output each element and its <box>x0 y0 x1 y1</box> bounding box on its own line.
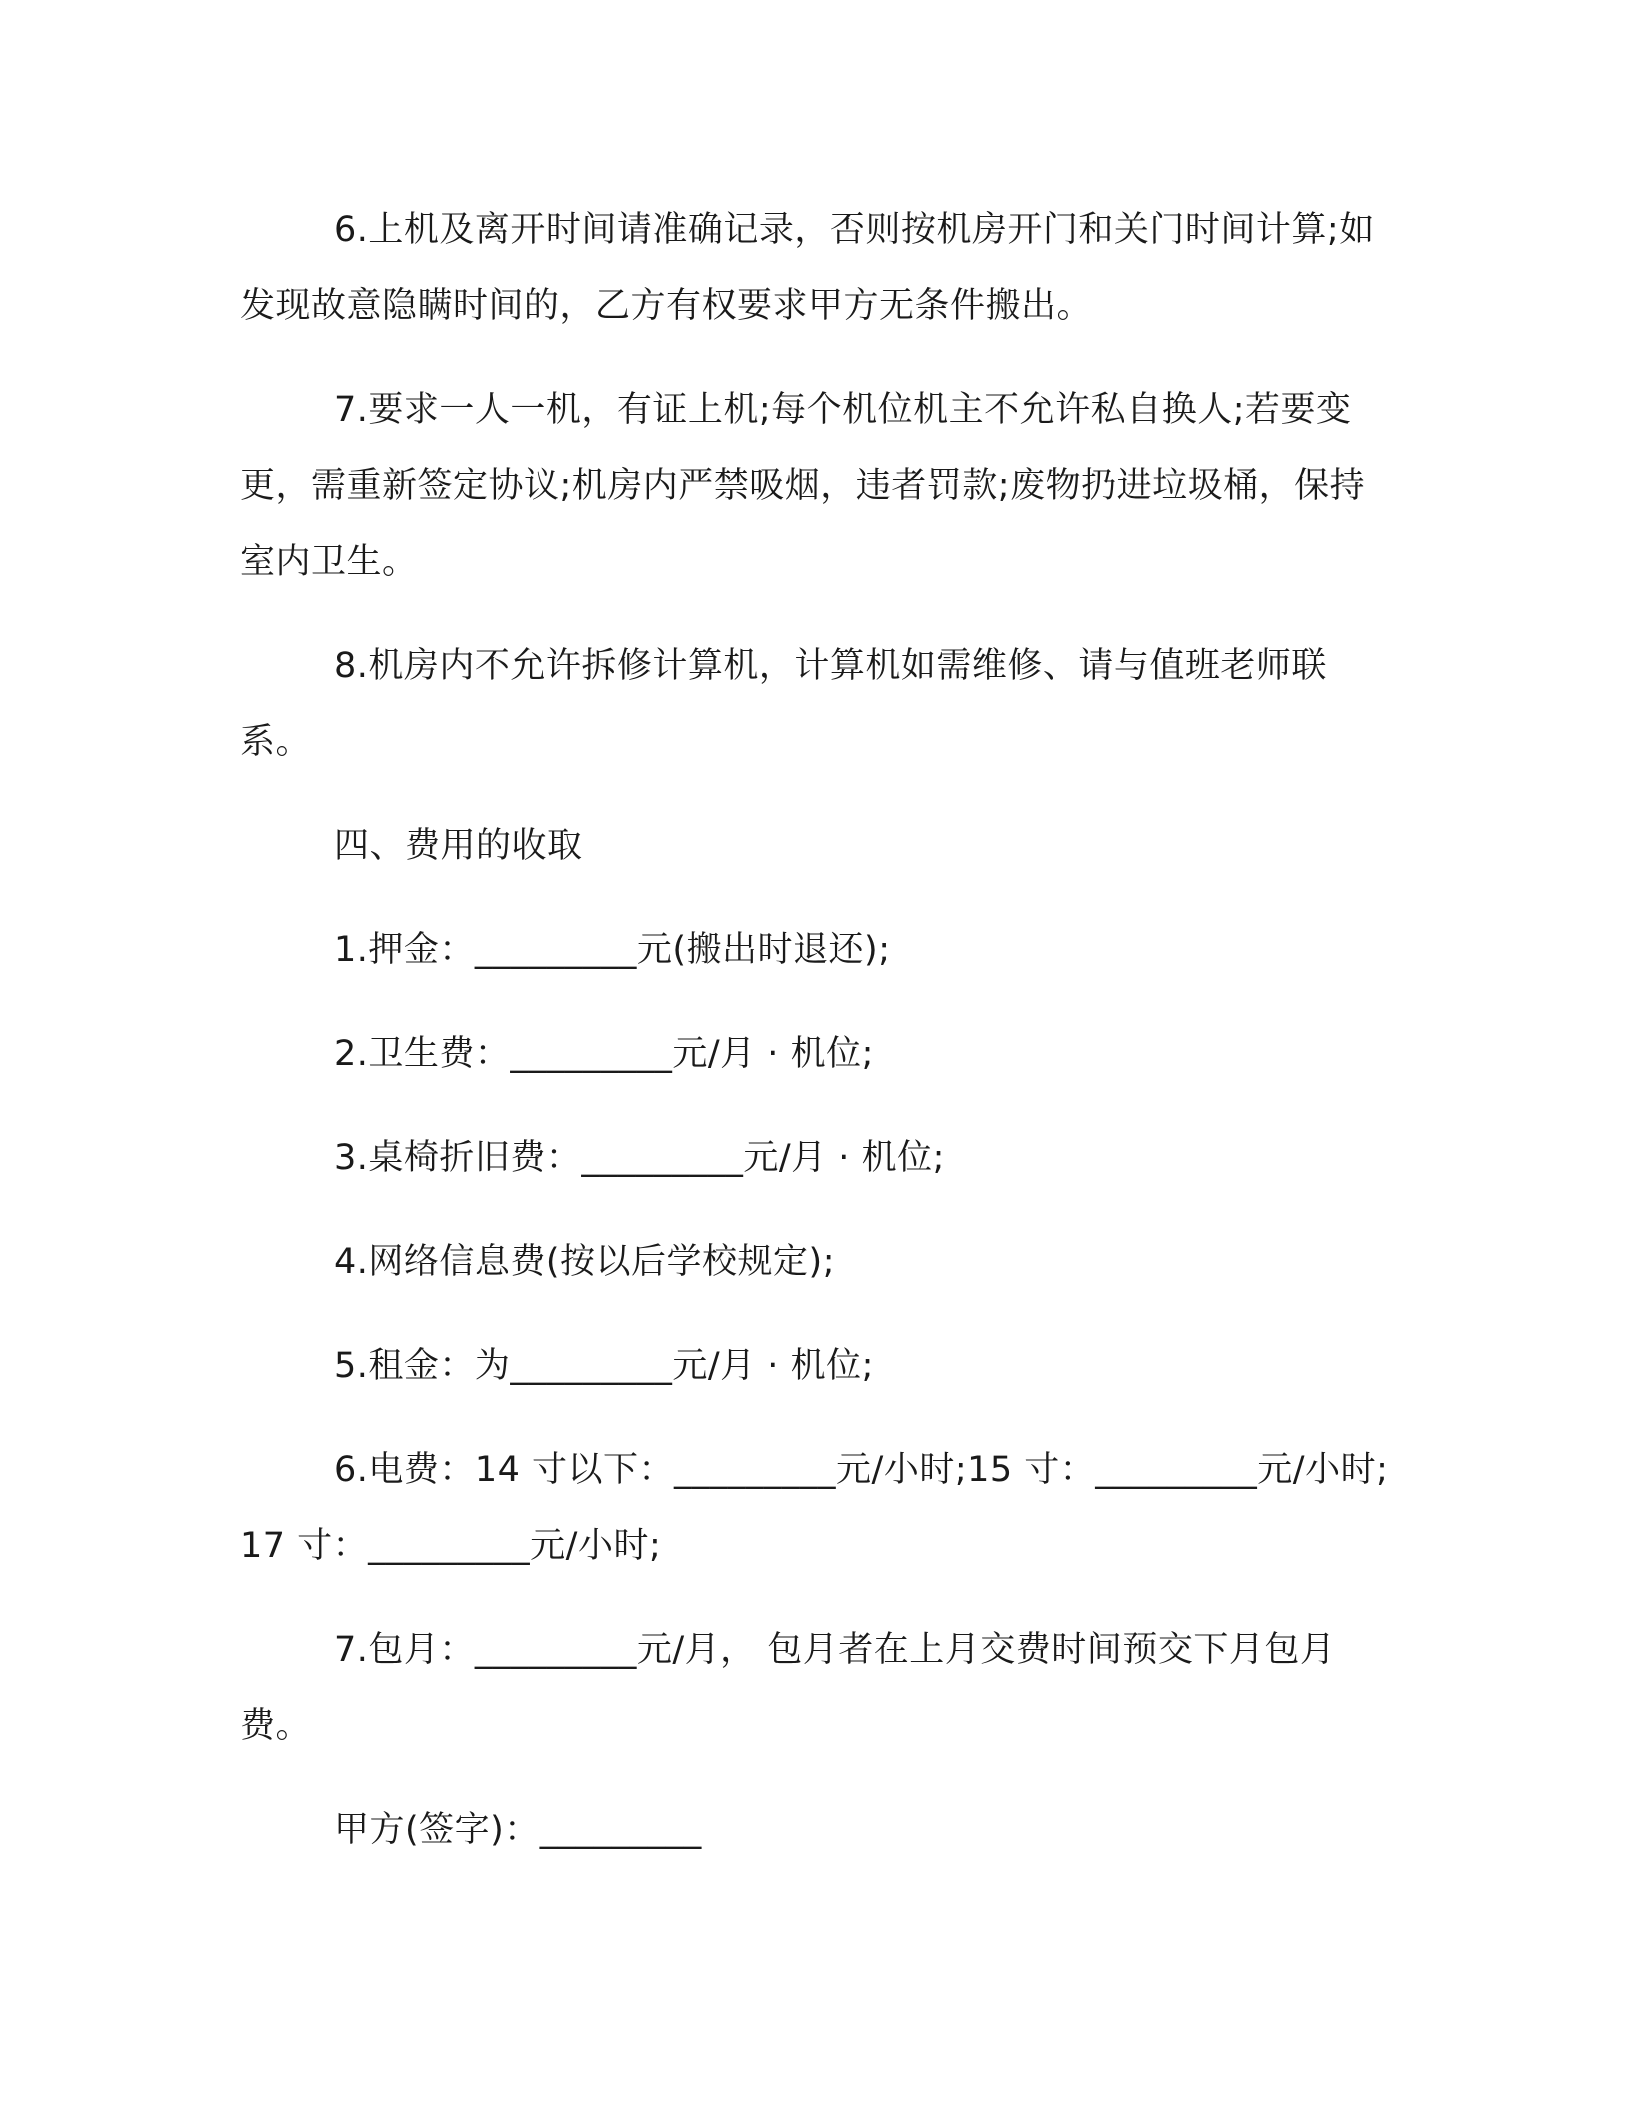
clause-6-time-record: 6.上机及离开时间请准确记录，否则按机房开门和关门时间计算;如发现故意隐瞒时间的，乙方有权要求甲方无条件搬出。 <box>240 210 1375 326</box>
fee-network: 4.网络信息费(按以后学校规定); <box>334 1242 835 1282</box>
fee-furniture-depreciation: 3.桌椅折旧费：_________元/月 · 机位; <box>334 1138 945 1178</box>
fee-monthly: 7.包月：_________元/月， 包月者在上月交费时间预交下月包月费。 <box>240 1630 1336 1746</box>
party-a-signature: 甲方(签字)：_________ <box>334 1810 702 1850</box>
clause-7-one-person-one-machine: 7.要求一人一机，有证上机;每个机位机主不允许私自换人;若要变更，需重新签定协议;机房内严禁吸烟，违者罚款;废物扔进垃圾桶，保持室内卫生。 <box>240 390 1366 582</box>
fee-rent: 5.租金：为_________元/月 · 机位; <box>334 1346 874 1386</box>
fee-sanitation: 2.卫生费：_________元/月 · 机位; <box>334 1034 874 1074</box>
clause-8-no-repair: 8.机房内不允许拆修计算机，计算机如需维修、请与值班老师联系。 <box>240 646 1327 762</box>
fee-electricity: 6.电费：14 寸以下：_________元/小时;15 寸：_________元/小时;17 寸：_________元/小时; <box>240 1450 1389 1566</box>
fee-deposit: 1.押金：_________元(搬出时退还); <box>334 930 891 970</box>
section-heading-fees: 四、费用的收取 <box>334 826 583 866</box>
